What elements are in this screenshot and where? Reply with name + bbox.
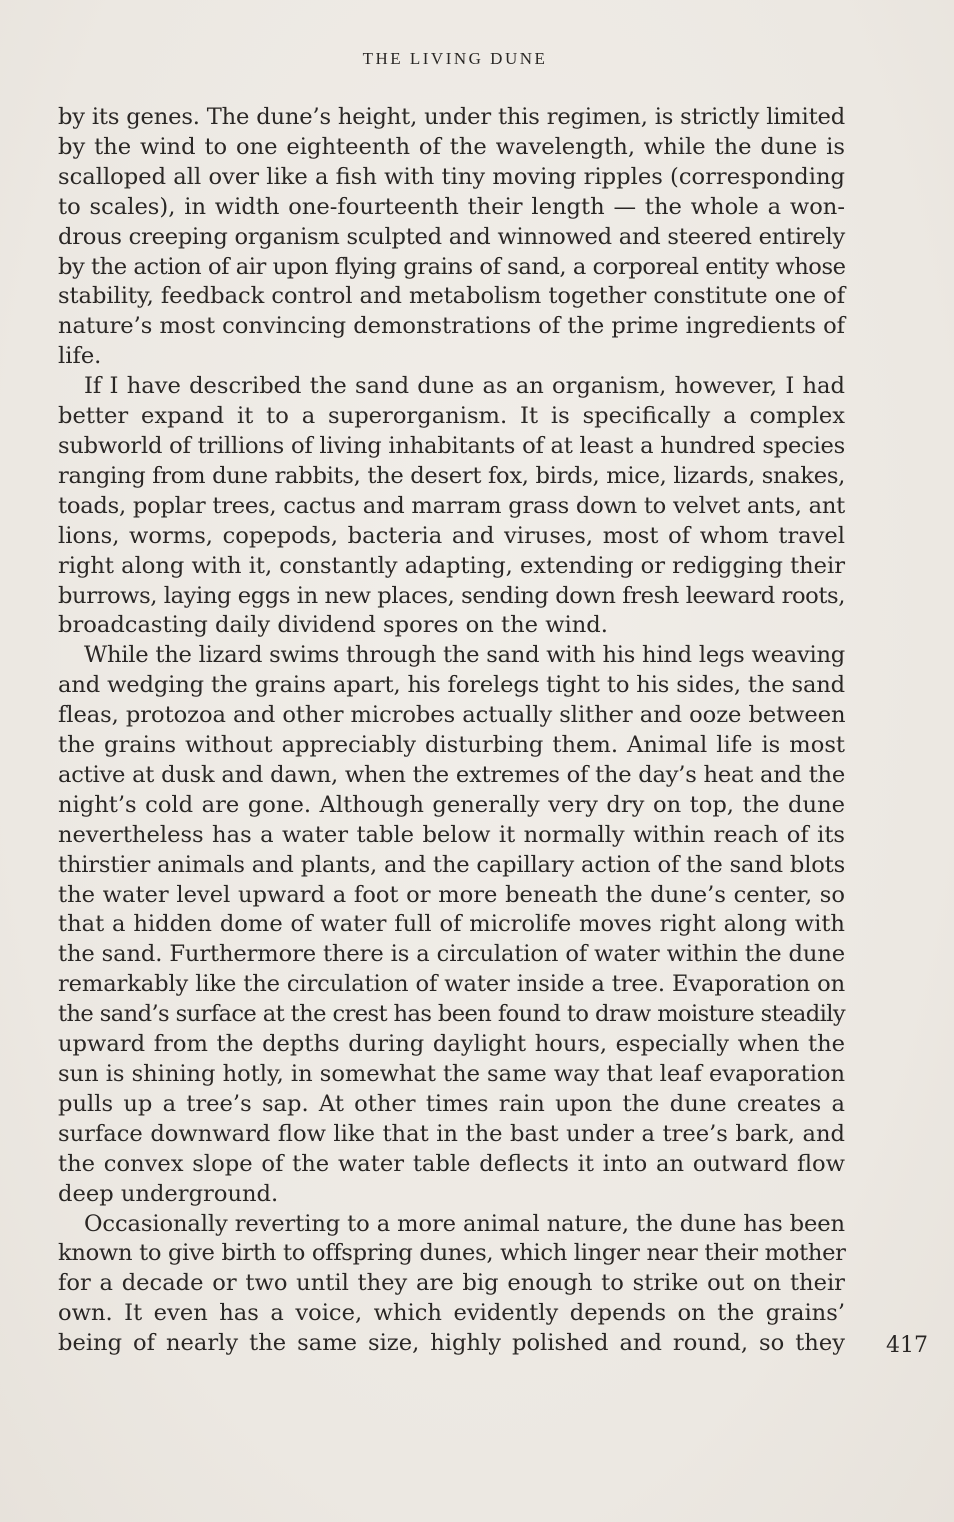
- text-line: right along with it, constantly adapting, extending or redigging their: [58, 552, 845, 579]
- body-text: [58, 103, 845, 1359]
- text-line: While the lizard swims through the sand with his hind legs weaving: [84, 642, 845, 669]
- text-line: subworld of trillions of living inhabitants of at least a hundred species: [58, 432, 845, 459]
- text-line: stability, feedback control and metabolism together constitute one of: [58, 283, 845, 310]
- text-line: remarkably like the circulation of water inside a tree. Evaporation on: [58, 971, 845, 998]
- text-line: sun is shining hotly, in somewhat the same way that leaf evaporation: [58, 1061, 845, 1087]
- text-line: Occasionally reverting to a more animal nature, the dune has been: [84, 1210, 845, 1237]
- paragraph-3: [58, 641, 845, 1209]
- text-line: that a hidden dome of water full of microlife moves right along with: [58, 911, 845, 938]
- text-line: the sand. Furthermore there is a circulation of water within the dune: [58, 941, 845, 968]
- text-line: by the wind to one eighteenth of the wavelength, while the dune is: [58, 133, 845, 160]
- text-line: the grains without appreciably disturbing them. Animal life is most: [58, 732, 845, 759]
- text-line: active at dusk and dawn, when the extremes of the day’s heat and the: [58, 761, 845, 788]
- text-line: the convex slope of the water table deflects it into an outward flow: [58, 1150, 845, 1177]
- text-line: toads, poplar trees, cactus and marram grass down to velvet ants, ant: [58, 492, 845, 519]
- running-head: THE LIVING DUNE: [362, 49, 548, 68]
- text-line: surface downward flow like that in the bast under a tree’s bark, and: [58, 1120, 845, 1147]
- text-line: burrows, laying eggs in new places, sending down fresh leeward roots,: [58, 582, 845, 609]
- text-line: for a decade or two until they are big enough to strike out on their: [58, 1270, 845, 1297]
- text-line: If I have described the sand dune as an organism, however, I had: [84, 373, 845, 400]
- text-line: own. It even has a voice, which evidently depends on the grains’: [58, 1300, 845, 1327]
- text-line: upward from the depths during daylight hours, especially when the: [58, 1031, 845, 1058]
- text-line: the water level upward a foot or more beneath the dune’s center, so: [58, 881, 845, 908]
- text-line: by its genes. The dune’s height, under this regimen, is strictly limited: [58, 104, 845, 130]
- paragraph-2: [58, 372, 845, 641]
- text-line: pulls up a tree’s sap. At other times rain upon the dune creates a: [58, 1090, 845, 1117]
- text-line: lions, worms, copepods, bacteria and viruses, most of whom travel: [58, 522, 845, 549]
- text-line: the sand’s surface at the crest has been found to draw moisture steadily: [58, 1001, 845, 1028]
- text-line: life.: [58, 343, 102, 370]
- page-number: 417: [886, 1333, 928, 1358]
- text-line: better expand it to a superorganism. It is specifically a complex: [58, 403, 845, 430]
- text-line: by the action of air upon flying grains of sand, a corporeal entity whose: [58, 253, 846, 280]
- text-line: scalloped all over like a fish with tiny moving ripples (corresponding: [58, 163, 845, 190]
- paragraph-4: [58, 1210, 845, 1360]
- paragraph-1: [58, 103, 845, 372]
- text-line: night’s cold are gone. Although generally very dry on top, the dune: [58, 791, 845, 818]
- text-line: nevertheless has a water table below it normally within reach of its: [58, 821, 845, 848]
- text-line: to scales), in width one-fourteenth their length — the whole a won-: [58, 193, 845, 220]
- text-line: nature’s most convincing demonstrations of the prime ingredients of: [58, 313, 845, 340]
- text-line: being of nearly the same size, highly polished and round, so they: [58, 1330, 845, 1357]
- text-line: ranging from dune rabbits, the desert fox, birds, mice, lizards, snakes,: [58, 462, 845, 489]
- text-line: and wedging the grains apart, his forelegs tight to his sides, the sand: [58, 672, 845, 699]
- text-line: drous creeping organism sculpted and winnowed and steered entirely: [58, 223, 845, 250]
- text-line: thirstier animals and plants, and the capillary action of the sand blots: [58, 851, 845, 878]
- text-line: fleas, protozoa and other microbes actually slither and ooze between: [58, 702, 846, 729]
- text-line: deep underground.: [58, 1180, 279, 1207]
- text-line: known to give birth to offspring dunes, which linger near their mother: [58, 1240, 846, 1267]
- text-line: broadcasting daily dividend spores on the wind.: [58, 612, 608, 639]
